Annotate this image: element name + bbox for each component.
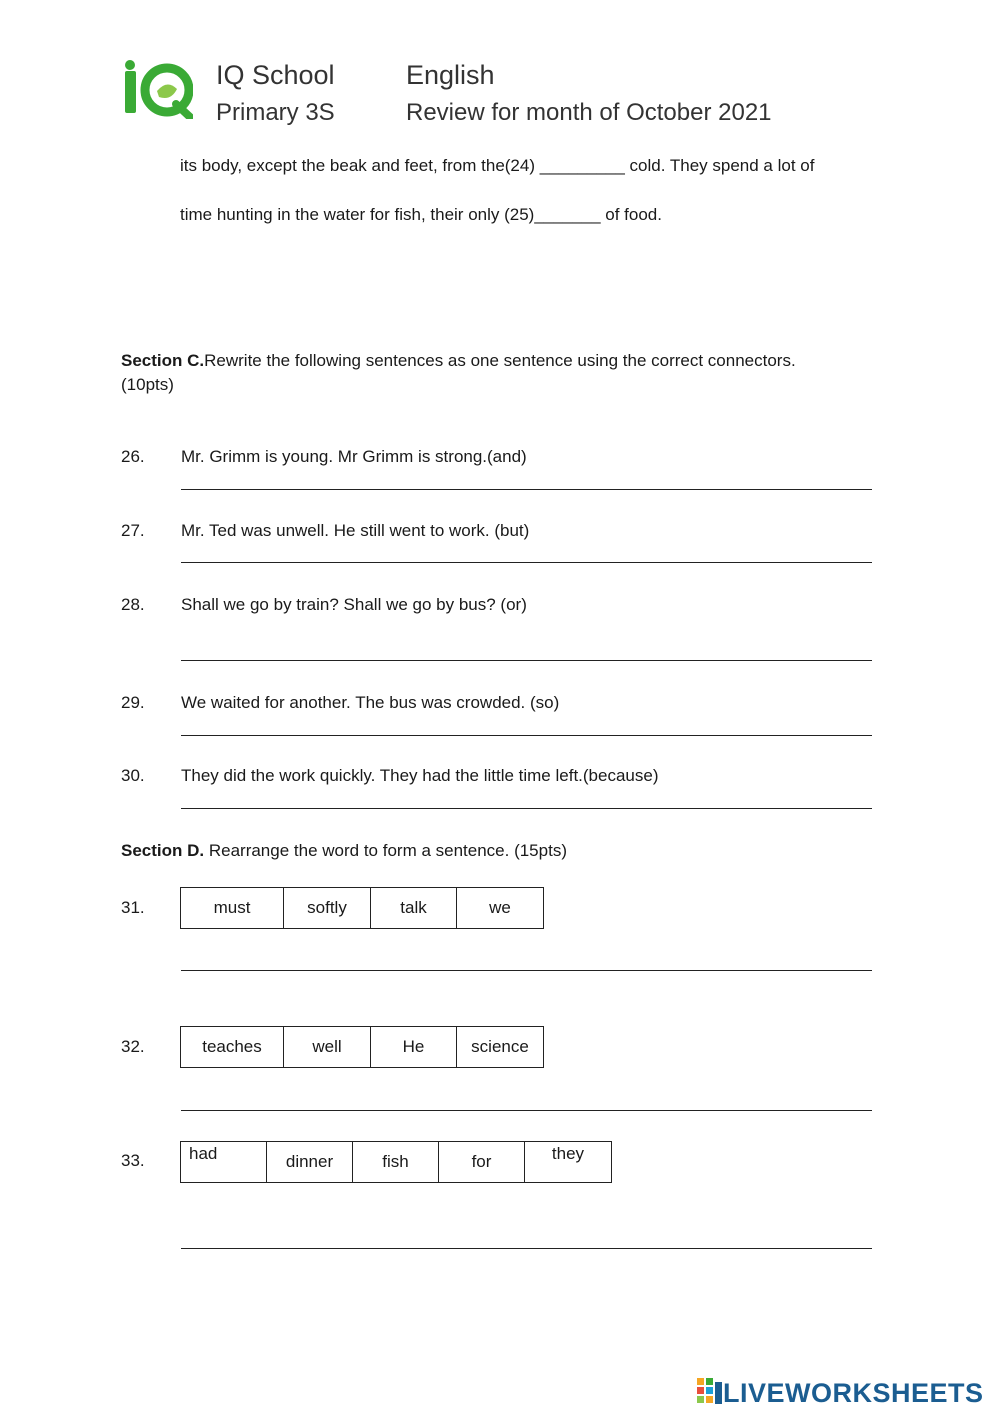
word-box[interactable]: talk — [371, 888, 457, 928]
question-number: 33. — [121, 1151, 145, 1170]
question-number: 26. — [121, 447, 145, 466]
question-number: 28. — [121, 595, 145, 614]
worksheet-title: Review for month of October 2021 — [406, 99, 772, 126]
word-boxes — [180, 1141, 612, 1183]
question-number: 30. — [121, 766, 145, 785]
question-number: 31. — [121, 898, 145, 917]
passage-line-1: its body, except the beak and feet, from the(24) _________ cold. They spend a lot of — [180, 156, 815, 175]
answer-line[interactable] — [181, 1110, 872, 1111]
word-box[interactable]: He — [371, 1027, 457, 1067]
answer-line[interactable] — [181, 735, 872, 736]
word-box[interactable]: they — [551, 1144, 585, 1163]
word-box[interactable]: softly — [284, 888, 371, 928]
section-d-label: Section D. — [121, 841, 205, 860]
question-text: Mr. Ted was unwell. He still went to work. (but) — [181, 521, 530, 540]
word-boxes — [180, 1026, 544, 1068]
subject-name: English — [406, 60, 495, 90]
answer-line[interactable] — [181, 489, 872, 490]
word-box[interactable]: for — [439, 1142, 525, 1182]
section-d-instruction: Rearrange the word to form a sentence. (15pts) — [204, 841, 567, 860]
word-box[interactable]: had — [181, 1142, 267, 1182]
class-name: Primary 3S — [216, 99, 335, 126]
answer-line[interactable] — [181, 1248, 872, 1249]
answer-line[interactable] — [181, 562, 872, 563]
word-box[interactable]: well — [284, 1027, 371, 1067]
section-c-label: Section C. — [121, 351, 205, 370]
question-text: They did the work quickly. They had the little time left.(because) — [181, 766, 659, 785]
word-box[interactable]: must — [181, 888, 284, 928]
liveworksheets-logo — [697, 1378, 984, 1408]
liveworksheets-brand: LIVEWORKSHEETS — [723, 1377, 984, 1408]
question-number: 32. — [121, 1037, 145, 1056]
question-text: Mr. Grimm is young. Mr Grimm is strong.(and) — [181, 447, 527, 466]
school-logo — [121, 57, 193, 119]
question-text: Shall we go by train? Shall we go by bus? (or) — [181, 595, 527, 614]
section-d-heading — [121, 841, 567, 861]
section-c-points: (10pts) — [121, 375, 174, 394]
answer-line[interactable] — [181, 970, 872, 971]
word-box[interactable]: teaches — [181, 1027, 284, 1067]
word-box[interactable]: we — [489, 898, 511, 917]
liveworksheets-icon — [697, 1378, 723, 1408]
word-box[interactable]: science — [471, 1037, 529, 1056]
answer-line[interactable] — [181, 808, 872, 809]
word-box[interactable]: fish — [353, 1142, 439, 1182]
question-text: We waited for another. The bus was crowded. (so) — [181, 693, 560, 712]
question-number: 27. — [121, 521, 145, 540]
word-box[interactable]: dinner — [267, 1142, 353, 1182]
passage-line-2: time hunting in the water for fish, their only (25)_______ of food. — [180, 205, 662, 224]
word-boxes — [180, 887, 544, 929]
section-c-instruction: Rewrite the following sentences as one sentence using the correct connectors. — [204, 351, 796, 370]
answer-line[interactable] — [181, 660, 872, 661]
question-number: 29. — [121, 693, 145, 712]
section-c-heading — [121, 349, 881, 397]
school-name: IQ School — [216, 60, 335, 90]
